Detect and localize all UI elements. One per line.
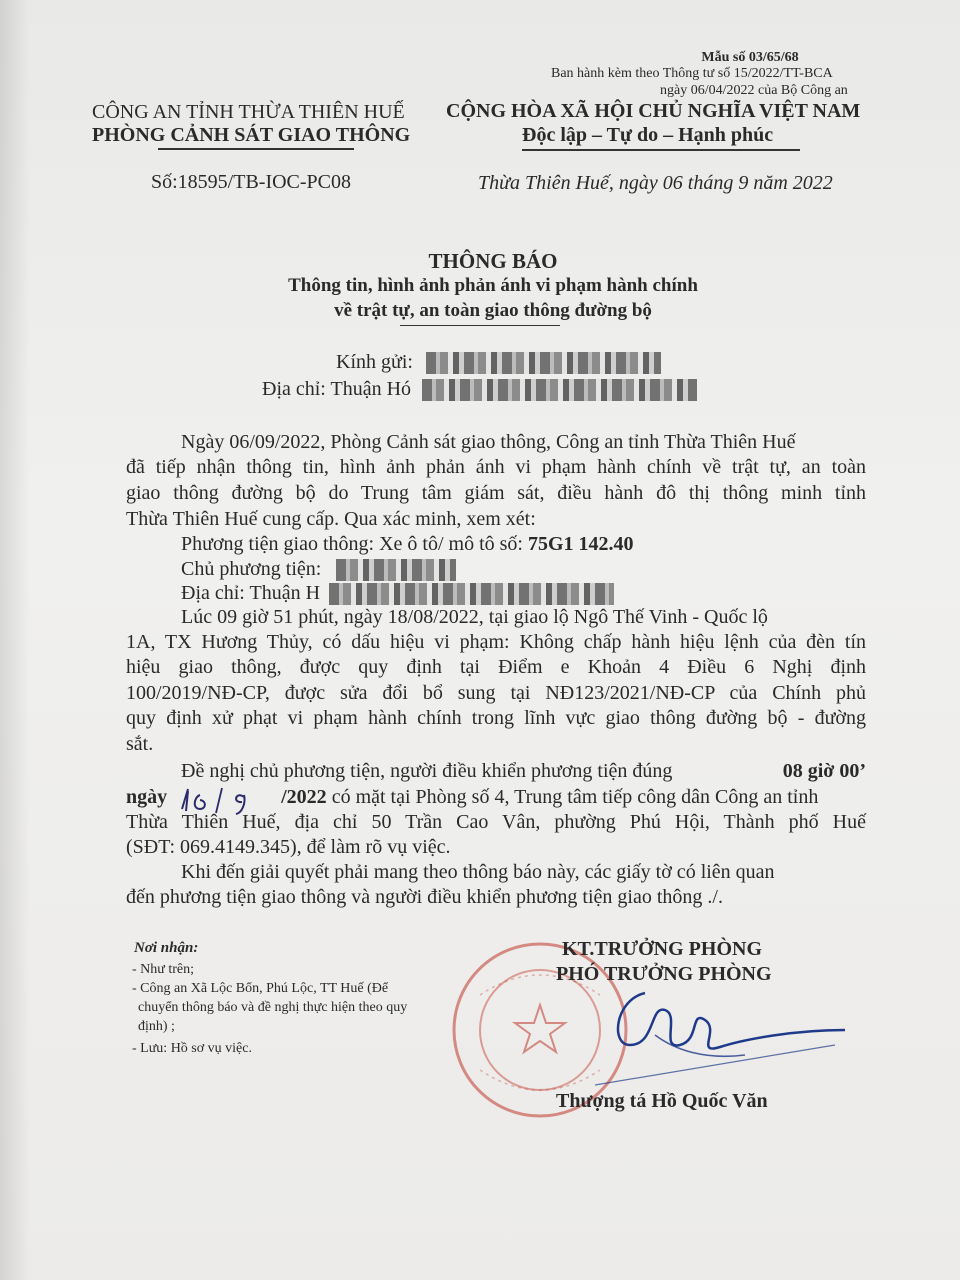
appointment-year: /2022 — [281, 786, 327, 808]
redacted-address — [422, 379, 697, 401]
recipients-heading: Nơi nhận: — [134, 940, 199, 956]
para3-line3: Thừa Thiên Huế, địa chỉ 50 Trần Cao Vân, phường Phú Hội, Thành phố Huế — [126, 811, 866, 833]
recipients-item-2: - Công an Xã Lộc Bổn, Phú Lộc, TT Huế (Để — [132, 981, 389, 996]
para4-line1: Khi đến giải quyết phải mang theo thông báo này, các giấy tờ có liên quan — [181, 861, 775, 883]
owner-address-line — [181, 582, 614, 605]
para2-line6: sắt. — [126, 733, 154, 755]
redacted-owner — [336, 559, 456, 581]
signature-title-2: PHÓ TRƯỞNG PHÒNG — [556, 963, 772, 985]
para4-line2: đến phương tiện giao thông và người điều khiển phương tiện giao thông ./. — [126, 886, 723, 908]
para2-line2: 1A, TX Hương Thủy, có dấu hiệu vi phạm: Không chấp hành hiệu lệnh của đèn tín — [126, 631, 866, 653]
signature-title-1: KT.TRƯỞNG PHÒNG — [562, 938, 762, 960]
owner-line — [181, 558, 456, 581]
para1-line2: đã tiếp nhận thông tin, hình ảnh phản ánh vi phạm hành chính về trật tự, an toàn — [126, 456, 866, 478]
para3-line2-text: có mặt tại Phòng số 4, Trung tâm tiếp công dân Công an tỉnh — [331, 786, 819, 808]
owner-label: Chủ phương tiện: — [181, 558, 322, 580]
para2-line3: hiệu giao thông, được quy định tại Điểm e Khoản 4 Điều 6 Nghị định — [126, 656, 866, 678]
redacted-owner-address — [329, 583, 614, 605]
recipient-label: Kính gửi: — [336, 351, 413, 373]
recipients-item-2-cont: chuyển thông báo và đề nghị thực hiện theo quy — [138, 1000, 408, 1015]
para2-line4: 100/2019/NĐ-CP, được sửa đổi bổ sung tại NĐ123/2021/NĐ-CP của Chính phủ — [126, 682, 866, 704]
doc-title: THÔNG BÁO — [428, 249, 558, 273]
recipient-address-label: Địa chỉ: Thuận Hó — [262, 378, 412, 400]
vehicle-label: Phương tiện giao thông: Xe ô tô/ mô tô số: — [181, 533, 523, 555]
page-shadow — [0, 0, 30, 1280]
para3-line1 — [181, 760, 866, 783]
doc-subtitle-1: Thông tin, hình ảnh phản ánh vi phạm hành chính — [288, 275, 698, 296]
recipients-item-1: - Như trên; — [132, 962, 195, 977]
appointment-time: 08 giờ 00’ — [782, 760, 866, 782]
motto: Độc lập – Tự do – Hạnh phúc — [522, 124, 774, 146]
license-plate: 75G1 142.40 — [527, 533, 634, 555]
form-code: Mẫu số 03/65/68 — [701, 50, 799, 65]
para2-line1: Lúc 09 giờ 51 phút, ngày 18/08/2022, tại giao lộ Ngô Thế Vinh - Quốc lộ — [181, 606, 768, 628]
para2-line5: quy định xử phạt vi phạm hành chính trong lĩnh vực giao thông đường bộ - đường — [126, 707, 866, 729]
form-issued-date: ngày 06/04/2022 của Bộ Công an — [660, 83, 848, 98]
signer-name: Thượng tá Hồ Quốc Văn — [556, 1090, 768, 1112]
redacted-name — [426, 352, 661, 374]
org-underline — [158, 148, 354, 150]
recipient-address-line — [262, 378, 697, 401]
para3-line4: (SĐT: 069.4149.345), để làm rõ vụ việc. — [126, 836, 451, 858]
country-name: CỘNG HÒA XÃ HỘI CHỦ NGHĨA VIỆT NAM — [446, 100, 861, 122]
motto-underline — [522, 149, 800, 151]
para1-line4: Thừa Thiên Huế cung cấp. Qua xác minh, xem xét: — [126, 508, 536, 530]
recipient-line — [336, 351, 661, 374]
org-parent: CÔNG AN TỈNH THỪA THIÊN HUẾ — [92, 101, 405, 123]
para1-line3: giao thông đường bộ do Trung tâm giám sát, điều hành đô thị thông minh tỉnh — [126, 482, 866, 504]
doc-subtitle-2: về trật tự, an toàn giao thông đường bộ — [334, 300, 652, 321]
para1-line1: Ngày 06/09/2022, Phòng Cảnh sát giao thông, Công an tỉnh Thừa Thiên Huế — [181, 431, 796, 453]
handwritten-signature — [595, 975, 855, 1095]
para3-line1-text: Đề nghị chủ phương tiện, người điều khiển phương tiện đúng — [181, 760, 673, 782]
doc-number: Số:18595/TB-IOC-PC08 — [151, 171, 352, 193]
recipients-item-3: - Lưu: Hồ sơ vụ việc. — [132, 1041, 252, 1056]
org-name: PHÒNG CẢNH SÁT GIAO THÔNG — [92, 124, 411, 146]
vehicle-line — [181, 533, 634, 556]
owner-address-label: Địa chỉ: Thuận H — [181, 582, 321, 604]
recipients-item-2-end: định) ; — [138, 1019, 175, 1034]
title-underline — [400, 325, 560, 326]
place-date: Thừa Thiên Huế, ngày 06 tháng 9 năm 2022 — [478, 172, 833, 194]
date-label: ngày — [126, 786, 168, 808]
form-issued-line: Ban hành kèm theo Thông tư số 15/2022/TT-BCA — [551, 66, 833, 81]
